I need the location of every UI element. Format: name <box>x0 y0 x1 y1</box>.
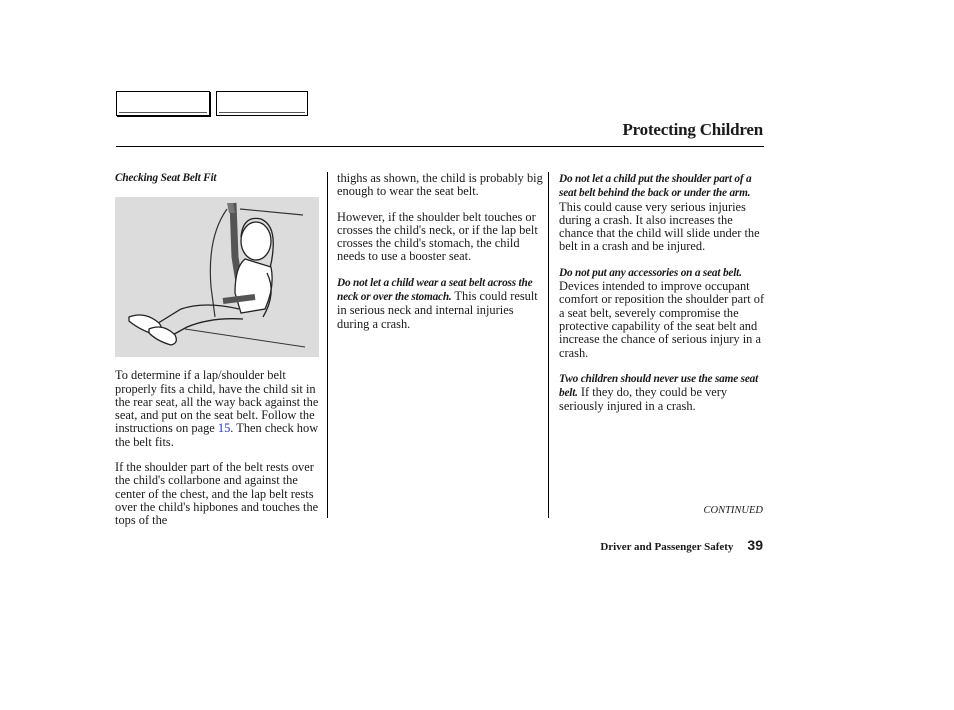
warning-behind-back <box>559 172 765 254</box>
fit-paragraph: If the shoulder part of the belt rests over the child's collarbone and against the center of the chest, and the lap belt rests over the child's hipbones and touches the tops of the <box>115 460 319 528</box>
page-link[interactable]: 15 <box>217 421 231 436</box>
column-divider-1 <box>327 172 328 518</box>
warning-text: If they do, they could be very seriously injured in a crash. <box>559 385 728 414</box>
warning-heading: Do not let a child put the shoulder part of a seat belt behind the back or under the arm. <box>559 173 752 200</box>
nav-button-1[interactable] <box>116 91 210 116</box>
section-name: Driver and Passenger Safety <box>600 541 734 553</box>
warning-heading: Two children should never use the same seat belt. <box>559 372 759 400</box>
intro-paragraph <box>115 369 321 449</box>
intro-text-a: To determine if a lap/shoulder belt properly fits a child, have the child sit in the rear seat, all the way back against the seat, and put on the seat belt. Follow the instructions on page <box>115 368 319 436</box>
page-number: 39 <box>747 537 763 553</box>
thighs-paragraph: thighs as shown, the child is probably big enough to wear the seat belt. <box>337 171 543 199</box>
figure-caption: Checking Seat Belt Fit <box>115 172 217 184</box>
column-divider-2 <box>548 172 549 518</box>
column-3 <box>559 172 765 426</box>
warning-accessories <box>559 266 765 360</box>
booster-paragraph: However, if the shoulder belt touches or crosses the child's neck, or if the lap belt crosses the child's stomach, the child needs to use a booster seat. <box>337 209 538 264</box>
warning-heading: Do not put any accessories on a seat belt. <box>559 266 742 279</box>
nav-button-2[interactable] <box>216 91 308 116</box>
continued-label: CONTINUED <box>703 505 763 516</box>
column-1 <box>115 172 321 540</box>
warning-neck-stomach <box>337 276 543 331</box>
title-divider <box>116 146 764 147</box>
page-title: Protecting Children <box>622 120 763 139</box>
warning-text: This could result in serious neck and internal injuries during a crash. <box>337 289 538 331</box>
column-2 <box>337 172 543 343</box>
warning-heading: Do not let a child wear a seat belt across the neck or over the stomach. <box>337 276 533 304</box>
intro-text-b: . Then check how the belt fits. <box>115 421 319 449</box>
warning-text: This could cause very serious injuries during a crash. It also increases the chance that the child will slide under the belt in a crash and be injured. <box>559 199 760 254</box>
warning-text: Devices intended to improve occupant comfort or reposition the shoulder part of a seat belt, severely compromise the protective capability of the seat belt and increase the chance of serious injury in a crash. <box>559 279 765 360</box>
page-footer <box>600 537 763 553</box>
child-seat-belt-illustration <box>115 197 319 357</box>
warning-two-children <box>559 372 765 414</box>
